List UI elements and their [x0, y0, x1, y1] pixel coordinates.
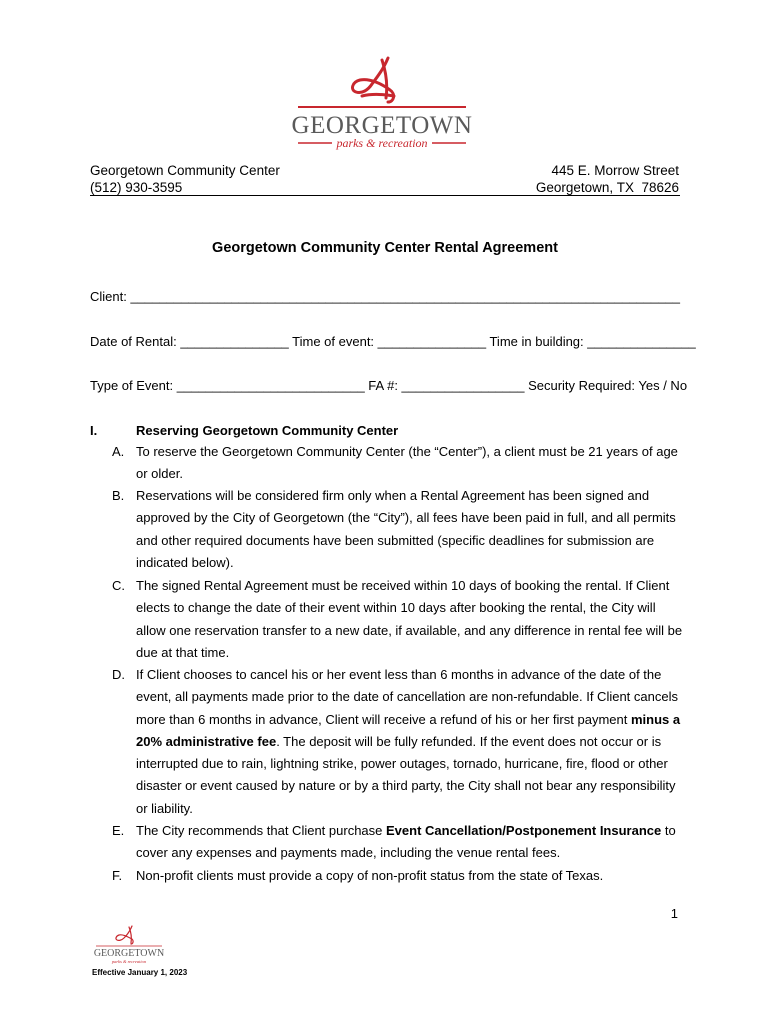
item-text-part: . The deposit will be fully refunded. If the event does not occur or is interrupted due to rain, lightning strike, power outages, tornado, hurricane, fire, flood or other disaster or event caused by nature or by a third party, the City shall not bear any responsibility or liability.: [136, 733, 676, 816]
item-text: The signed Rental Agreement must be received within 10 days of booking the rental. If Client elects to change the date of their event within 10 days after booking the rental, the City will allow one reservation transfer to a new date, if available, and any difference in rental fee will be due at that time.: [136, 578, 683, 660]
list-item: [112, 485, 686, 574]
section-title: Reserving Georgetown Community Center: [136, 423, 399, 438]
rental-time-fields[interactable]: Date of Rental: _______________ Time of event: _______________ Time in building: _______________: [90, 334, 696, 349]
item-letter: D.: [112, 667, 125, 682]
item-text: [136, 820, 686, 865]
item-text-part: The City recommends that Client purchase: [136, 823, 386, 838]
document-title: Georgetown Community Center Rental Agreement: [212, 240, 558, 256]
logo-wordmark: GEORGETOWN: [291, 112, 473, 139]
item-text-emphasis: minus a 20% administrative fee: [136, 711, 681, 749]
item-letter: F.: [112, 868, 123, 883]
item-letter: A.: [112, 444, 125, 459]
city-address: Georgetown, TX 78626: [535, 180, 679, 195]
list-item: [112, 865, 686, 887]
client-field[interactable]: Client: ____________________________________________________________________________: [90, 289, 680, 304]
street-address: 445 E. Morrow Street: [551, 163, 679, 178]
footer-logo-wordmark: GEORGETOWN: [93, 948, 165, 959]
header-rule: [90, 195, 680, 196]
list-item: [112, 664, 686, 820]
item-text: To reserve the Georgetown Community Center (the “Center”), a client must be 21 years of age or older.: [136, 444, 678, 482]
item-letter: C.: [112, 578, 125, 593]
effective-date: Effective January 1, 2023: [92, 968, 188, 977]
item-text: Non-profit clients must provide a copy of non-profit status from the state of Texas.: [136, 868, 604, 883]
header-right: [536, 162, 679, 196]
header-left: [90, 162, 280, 196]
org-phone: (512) 930-3595: [90, 180, 183, 195]
section-number: I.: [90, 423, 98, 438]
footer-logo: [92, 925, 166, 965]
org-name: Georgetown Community Center: [90, 163, 280, 178]
list-item: [112, 820, 686, 865]
logo-tagline: parks & recreation: [336, 136, 428, 150]
item-text-part: If Client chooses to cancel his or her event less than 6 months in advance of the date of the event, all payments made prior to the date of cancellation are non-refundable. If Client cancels more than 6 months in advance, Client will receive a refund of his or her first payment: [136, 667, 678, 727]
georgetown-logo: [290, 54, 474, 154]
item-letter: E.: [112, 823, 125, 838]
item-letter: B.: [112, 488, 125, 503]
georgetown-logo-mark: [353, 58, 394, 102]
list-item: [112, 575, 686, 664]
page-number: 1: [670, 906, 678, 921]
footer-logo-mark: [116, 926, 133, 944]
item-text-part: to cover any expenses and payments made, including the venue rental fees.: [136, 823, 676, 861]
item-text: [136, 664, 686, 820]
item-text-emphasis: Event Cancellation/Postponement Insurance: [386, 823, 662, 838]
event-type-fields[interactable]: Type of Event: __________________________ FA #: _________________ Security Required: Yes / No: [90, 378, 688, 393]
footer-logo-tagline: parks & recreation: [111, 959, 147, 964]
item-text: Reservations will be considered firm only when a Rental Agreement has been signed and approved by the City of Georgetown (the “City”), all fees have been paid in full, and all permits and other required documents have been submitted (specific deadlines for submission are indicated below).: [136, 488, 676, 570]
list-item: [112, 441, 686, 486]
